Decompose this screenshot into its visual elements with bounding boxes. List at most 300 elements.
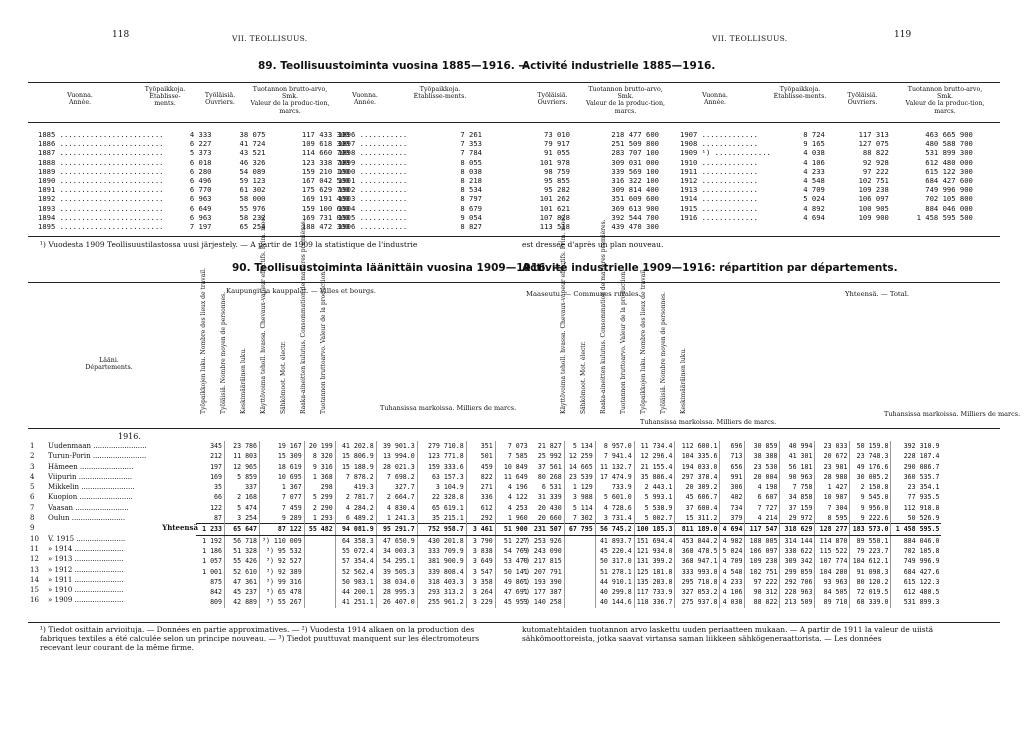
value-cell: 337 [225, 482, 260, 492]
table-row [520, 441, 941, 451]
value-cell: 97 222 [745, 577, 780, 587]
value-cell [564, 546, 595, 556]
value-cell [304, 597, 335, 607]
dept-name: Uudenmaan ........................ [48, 442, 147, 450]
value-cell: 5 538.9 [634, 503, 675, 513]
value-cell: 25 992 [537, 452, 562, 461]
table-row [336, 158, 484, 167]
dept-row [28, 441, 200, 451]
workers-cell: 58 000 [239, 194, 266, 204]
t90-footnote-right: kutomatehtaiden tuotannon arvo laskettu uuden periaatteen mukaan. — A partir de 1911 la valeur de uiistä sähkömoottoreista, jotka saavat virtansa saman liikkeen sähkögeneraattorista. — Les données [522, 625, 934, 643]
value-cell: 4 728.6 [595, 503, 634, 513]
value-cell: 5 601.0 [595, 492, 634, 502]
value-cell: 34 003.3 [376, 546, 417, 556]
value-cell: 44 910.1 [595, 577, 634, 587]
year-cell: 1904 ........... [338, 203, 408, 213]
t89-block-a [36, 130, 352, 231]
table-90-bottom-rule [28, 622, 1000, 623]
value-cell: 2 150.8 [850, 482, 891, 492]
t89-h-prod-b: Tuotannon brutto-arvo, Smk. Valeur de la produc-tion, marcs. [585, 86, 666, 115]
estab-cell: 8 827 [460, 222, 482, 232]
value-cell: 15 806.9 [335, 451, 376, 461]
value-cell: 333 709.9 [417, 546, 466, 556]
value-cell: 1 057 [202, 557, 222, 566]
table-row [518, 176, 661, 185]
dept-row [28, 462, 200, 472]
value-cell: 612 [466, 503, 495, 513]
year-cell: 1888 ........................ [38, 157, 164, 167]
t89-h-work-b: Työläisiä. Ouvriers. [537, 92, 568, 107]
value-cell: 1 001 [202, 567, 222, 576]
value-cell: 7 585 [495, 451, 530, 461]
value-cell: 271 [466, 482, 495, 492]
value-cell: 9 545.0 [850, 492, 891, 502]
value-cell: 28 021.3 [376, 462, 417, 472]
value-cell: ³) 253 926 [522, 536, 562, 545]
value-cell: 88 822 [745, 597, 780, 607]
value-cell: 327 053.2 [675, 587, 720, 597]
value-cell: 327.7 [376, 482, 417, 492]
table-row [678, 194, 975, 203]
value-cell: 11 803 [225, 451, 260, 461]
workers-cell: 101 262 [539, 194, 570, 204]
estab-cell: 8 797 [460, 194, 482, 204]
table-row [678, 204, 975, 213]
value-cell: 20 004 [745, 472, 780, 482]
value-cell: 28 995.3 [376, 587, 417, 597]
value-cell: 4 982 [720, 535, 745, 546]
year-cell: 1887 ........................ [38, 148, 164, 158]
table-90-top-rule [28, 282, 1000, 283]
estab-cell: 6 963 [189, 212, 212, 222]
workers-cell: 113 518 [539, 222, 570, 232]
value-cell: 20 309.2 [675, 482, 720, 492]
total-row [520, 524, 941, 535]
workers-cell: 92 928 [862, 157, 889, 167]
year-cell: 1900 ........... [338, 166, 408, 176]
value-cell: 3 254 [225, 513, 260, 524]
value-cell: 109 238 [745, 556, 780, 566]
value-cell: 39 901.3 [376, 441, 417, 451]
t90-right-block [520, 441, 941, 608]
production-cell: 316 322 100 [611, 176, 659, 186]
value-cell: 6 489.2 [335, 513, 376, 524]
table-row [520, 492, 941, 502]
value-cell: 884 046.0 [891, 535, 942, 546]
table-row [520, 451, 941, 461]
value-cell: 279 710.8 [417, 441, 466, 451]
value-cell: 351 [466, 441, 495, 451]
value-cell: 121 934.0 [634, 546, 675, 556]
table-row [336, 204, 484, 213]
production-cell: 169 731 000 [301, 212, 350, 222]
value-cell: 7 727 [745, 503, 780, 513]
year-row [28, 595, 200, 605]
t89-h-estab-b: Työpaikkoja. Établisse-ments. [413, 86, 467, 101]
value-cell: 15 188.9 [335, 462, 376, 472]
t90-thousands-left: Tuhansissa markoissa. Milliers de marcs. [380, 404, 517, 412]
value-cell: 2 290 [304, 503, 335, 513]
value-cell: 115 522 [815, 546, 850, 556]
value-cell: 89 710 [815, 597, 850, 607]
t90-vh-r-raw: Raaka-aineitten kulutus. Consommation de matières premières. [600, 219, 607, 414]
value-cell: 5 859 [225, 472, 260, 482]
production-cell: 369 613 900 [611, 203, 659, 213]
value-cell: 41 202.8 [335, 441, 376, 451]
year-cell: 1913 ............. [680, 185, 758, 195]
value-cell: 17 474.9 [595, 472, 634, 482]
year-name: V. 1915 ...................... [48, 534, 126, 543]
value-cell: 66 [214, 493, 222, 502]
value-cell: 842 [210, 588, 222, 597]
value-cell: 41 893.7 [595, 535, 634, 546]
table-row [518, 194, 661, 203]
workers-cell: 73 010 [544, 130, 570, 139]
dept-row [28, 513, 200, 523]
value-cell: 21 155.4 [634, 462, 675, 472]
dept-name: Turun-Porin ........................ [48, 452, 147, 461]
value-cell: 10 987 [815, 492, 850, 502]
value-cell: 453 844.2 [675, 535, 720, 546]
value-cell: 56 718 [225, 535, 260, 546]
row-number: 13 [30, 565, 39, 574]
value-cell: 14 665 [564, 462, 595, 472]
value-cell: 49 176.6 [850, 462, 891, 472]
row-number: 9 [30, 524, 35, 533]
value-cell [564, 577, 595, 587]
total-cell: 231 507 [520, 524, 564, 535]
row-number: 8 [30, 514, 35, 523]
value-cell: 40 299.8 [595, 587, 634, 597]
year-name: » 1912 ...................... [48, 565, 124, 574]
value-cell: 4 548 [720, 567, 745, 577]
value-cell: 228 107.4 [891, 451, 942, 461]
table-row [678, 139, 975, 148]
value-cell: 11 132.7 [595, 462, 634, 472]
estab-cell: 6 770 [189, 185, 212, 195]
production-cell: 309 814 400 [611, 185, 659, 195]
value-cell: 5 474 [225, 503, 260, 513]
t90-vh-r-elec: Sähkömoot. Mot. électr. [580, 341, 587, 414]
value-cell: 299 859 [780, 567, 815, 577]
t90-vh-prod: Tuotannon bruttoarvo. Valeur de la production. [320, 269, 327, 414]
t90-group-rural: Maaseutu. — Communes rurales. [526, 290, 641, 298]
value-cell: 47 650.9 [376, 535, 417, 546]
t89-h-estab: Työpaikkoja. Établisse-ments. [144, 86, 186, 108]
total-cell: 3 461 [466, 524, 495, 535]
value-cell: 106 097 [745, 546, 780, 556]
value-cell: 459 [466, 462, 495, 472]
value-cell [304, 535, 335, 546]
value-cell: 20 660 [537, 514, 562, 523]
value-cell: 4 196 [495, 482, 530, 492]
table-row [196, 482, 530, 492]
value-cell: 10 849 [495, 462, 530, 472]
production-cell: 531 899 300 [925, 148, 973, 158]
t89-h-work: Työläisiä. Ouvriers. [204, 92, 236, 107]
table-row [520, 577, 941, 587]
table-row [196, 567, 530, 577]
production-cell: 167 042 500 [301, 176, 350, 186]
value-cell: 5 114 [564, 503, 595, 513]
value-cell: ³) 243 090 [522, 546, 562, 555]
value-cell: 1 241.3 [376, 513, 417, 524]
value-cell [304, 567, 335, 577]
dept-name: Kuopion ........................ [48, 493, 133, 502]
value-cell: 117 733.9 [634, 587, 675, 597]
value-cell: 2 664.7 [376, 492, 417, 502]
value-cell: 91 098.3 [850, 567, 891, 577]
value-cell: 5 134 [564, 441, 595, 451]
t90-group-towns: Kaupungit ja kauppalat. — Villes et bourgs. [226, 287, 376, 295]
workers-cell: 41 724 [239, 139, 266, 149]
value-cell: 749 996.9 [891, 556, 942, 566]
value-cell: 47 691 [495, 587, 530, 597]
running-header-right: VII. TEOLLISUUS. [712, 34, 788, 43]
value-cell: 734 [720, 503, 745, 513]
estab-cell: 6 018 [189, 157, 212, 167]
value-cell: 90 963 [780, 472, 815, 482]
year-cell: 1901 ........... [338, 176, 408, 186]
table-row [678, 185, 975, 194]
t90-thousands-mid: Tuhansissa markoissa. Milliers de marcs. [640, 418, 777, 426]
t90-vh-r-avg: Keskimääräinen luku. [680, 347, 687, 414]
table-row [196, 441, 530, 451]
production-cell: 218 477 600 [611, 130, 659, 139]
value-cell: 20 672 [815, 451, 850, 461]
value-cell: 20 430 [537, 503, 562, 512]
value-cell: 30 859 [745, 441, 780, 451]
table-row [196, 556, 530, 566]
workers-cell: 61 302 [239, 185, 266, 195]
value-cell [304, 587, 335, 597]
page-number-right: 119 [894, 30, 912, 40]
value-cell [564, 587, 595, 597]
value-cell: ³) 92 389 [260, 567, 305, 577]
value-cell: ³) 110 009 [260, 535, 305, 546]
table-row [518, 222, 661, 231]
value-cell: ³) 92 527 [260, 556, 305, 566]
value-cell: 9 956.0 [850, 503, 891, 513]
value-cell: ³) 217 815 [522, 557, 562, 566]
value-cell: 79 223.7 [850, 546, 891, 556]
estab-cell: 7 353 [460, 139, 482, 149]
value-cell: 4 830.4 [376, 503, 417, 513]
table-89-title-fr: Activité industrielle 1885—1916. [522, 60, 716, 72]
estab-cell: 9 054 [460, 212, 482, 222]
value-cell: 37 600.4 [675, 503, 720, 513]
total-cell: 94 081.9 [335, 524, 376, 535]
value-cell: 275 937.8 [675, 597, 720, 607]
year-row [28, 544, 200, 554]
table-row [520, 482, 941, 492]
value-cell: 35 [214, 483, 222, 492]
workers-cell: 43 521 [239, 148, 266, 158]
table-row [518, 167, 661, 176]
value-cell: 7 302 [564, 513, 595, 524]
value-cell: 65 619.1 [417, 503, 466, 513]
value-cell: 68 339.0 [850, 597, 891, 607]
value-cell: 52 610 [225, 567, 260, 577]
value-cell: 7 758 [780, 482, 815, 492]
value-cell: 114 870 [815, 535, 850, 546]
value-cell: 37 561 [537, 462, 562, 471]
estab-cell: 5 024 [803, 194, 825, 204]
estab-cell: 4 892 [803, 203, 825, 213]
table-row [520, 503, 941, 513]
table-row [336, 130, 484, 139]
table-90-title: 90. Teollisuustoiminta läänittäin vuosina 1909—1916. — [232, 262, 564, 274]
year-name: » 1914 ...................... [48, 544, 124, 553]
production-cell: 175 629 700 [301, 185, 350, 195]
table-row [678, 176, 975, 185]
row-number: 7 [30, 503, 35, 512]
production-cell: 309 031 000 [611, 157, 659, 167]
estab-cell: 4 106 [803, 157, 825, 167]
estab-cell: 8 055 [460, 157, 482, 167]
value-cell: 4 038 [720, 597, 745, 607]
total-cell: 65 647 [225, 524, 260, 535]
value-cell: 49 861 [495, 577, 530, 587]
value-cell: ³) 99 316 [260, 577, 305, 587]
workers-cell: 95 855 [544, 176, 570, 186]
value-cell: 684 427.6 [891, 567, 942, 577]
value-cell: 5 299 [304, 492, 335, 502]
row-number: 5 [30, 483, 35, 492]
value-cell: 23 786 [225, 441, 260, 451]
total-cell: 4 694 [720, 524, 745, 535]
row-number: 1 [30, 442, 35, 450]
year-cell: 1911 ............. [680, 166, 758, 176]
table-row [678, 130, 975, 139]
value-cell: 7 077 [260, 492, 305, 502]
table-row [336, 167, 484, 176]
table-90-title-fr: Activité industrielle 1909—1916: répartition par départements. [522, 262, 898, 274]
year-cell: 1885 ........................ [38, 130, 164, 139]
production-cell: 123 338 700 [301, 157, 350, 167]
total-row [196, 524, 530, 535]
value-cell: 10 695 [260, 472, 305, 482]
year-cell: 1907 ............. [680, 130, 758, 139]
dept-row [28, 482, 200, 492]
value-cell: 309 342 [780, 556, 815, 566]
value-cell: 23 539 [564, 472, 595, 482]
value-cell: 42 889 [225, 597, 260, 607]
t90-vh-estab: Työpaikkojen luku. Nombre des lieux de travail. [200, 267, 207, 414]
value-cell: 57 354.4 [335, 556, 376, 566]
table-row [196, 492, 530, 502]
value-cell: 2 781.7 [335, 492, 376, 502]
table-row [36, 130, 352, 139]
value-cell: 9 289 [260, 513, 305, 524]
value-cell: 402 [720, 492, 745, 502]
value-cell: 28 988 [815, 472, 850, 482]
production-cell: 749 996 900 [925, 185, 973, 195]
total-cell: 117 547 [745, 524, 780, 535]
year-row [28, 565, 200, 575]
dept-name: Oulun ........................ [48, 514, 126, 523]
workers-cell: 102 751 [858, 176, 889, 186]
value-cell: 35 886.4 [634, 472, 675, 482]
total-cell: 100 185.3 [634, 524, 675, 535]
value-cell: 1 960 [495, 513, 530, 524]
value-cell: 35 215.1 [417, 513, 466, 524]
year-cell: 1886 ........................ [38, 139, 164, 149]
table-row [196, 503, 530, 513]
value-cell: 875 [210, 577, 222, 586]
table-row [520, 567, 941, 577]
table-row [520, 546, 941, 556]
value-cell: 531 899.3 [891, 597, 942, 607]
value-cell: 108 005 [745, 535, 780, 546]
workers-cell: 55 976 [239, 203, 266, 213]
row-number: 15 [30, 586, 39, 595]
estab-cell: 6 496 [189, 176, 212, 186]
table-row [36, 158, 352, 167]
table-row [36, 204, 352, 213]
value-cell: 31 339 [537, 493, 562, 502]
year-cell: 1893 ........................ [38, 203, 164, 213]
estab-cell: 4 038 [803, 148, 825, 158]
value-cell: 122 [210, 503, 222, 512]
value-cell: 45 953 [495, 597, 530, 607]
production-cell: 612 480 000 [925, 157, 973, 167]
year-cell: 1908 ............. [680, 139, 758, 149]
value-cell: 23 033 [815, 441, 850, 451]
workers-cell: 95 282 [544, 185, 570, 195]
production-cell: 480 588 700 [925, 139, 973, 149]
value-cell: 318 403.3 [417, 577, 466, 587]
estab-cell: 4 548 [803, 176, 825, 186]
value-cell: 733.9 [595, 482, 634, 492]
row-number: 6 [30, 493, 35, 502]
table-row [678, 167, 975, 176]
value-cell: 381 900.9 [417, 556, 466, 566]
value-cell: 51 227 [495, 535, 530, 546]
value-cell: 8 595 [815, 513, 850, 524]
value-cell: 1 427 [815, 482, 850, 492]
year-name: » 1909 ...................... [48, 596, 124, 605]
workers-cell: 97 222 [862, 166, 889, 176]
value-cell: 290 086.7 [891, 462, 942, 472]
production-cell: 439 470 300 [611, 222, 659, 232]
total-cell: 318 629 [780, 524, 815, 535]
year-cell: 1914 ............. [680, 194, 758, 204]
value-cell: 80 120.2 [850, 577, 891, 587]
table-row [336, 213, 484, 222]
value-cell: 38 034.0 [376, 577, 417, 587]
row-number: 3 [30, 462, 35, 471]
row-number: 12 [30, 555, 39, 564]
estab-cell: 8 724 [803, 130, 825, 139]
value-cell: 29 972 [780, 513, 815, 524]
value-cell: 4 253 [495, 503, 530, 513]
value-cell: 7 304 [815, 503, 850, 513]
table-row [196, 513, 530, 524]
workers-cell: 109 900 [858, 212, 889, 222]
table-row [336, 222, 484, 231]
value-cell: 228 963 [780, 587, 815, 597]
value-cell: 40 144.6 [595, 597, 634, 607]
value-cell: 23 354.1 [891, 482, 942, 492]
value-cell: 51 328 [225, 546, 260, 556]
value-cell: 55 072.4 [335, 546, 376, 556]
t89-h-year-c: Vuonna. Année. [702, 92, 728, 107]
dept-name: Viipurin ........................ [48, 472, 133, 481]
value-cell: 419.3 [335, 482, 376, 492]
value-cell: 22 328.8 [417, 492, 466, 502]
value-cell: 112 600.1 [675, 441, 720, 451]
